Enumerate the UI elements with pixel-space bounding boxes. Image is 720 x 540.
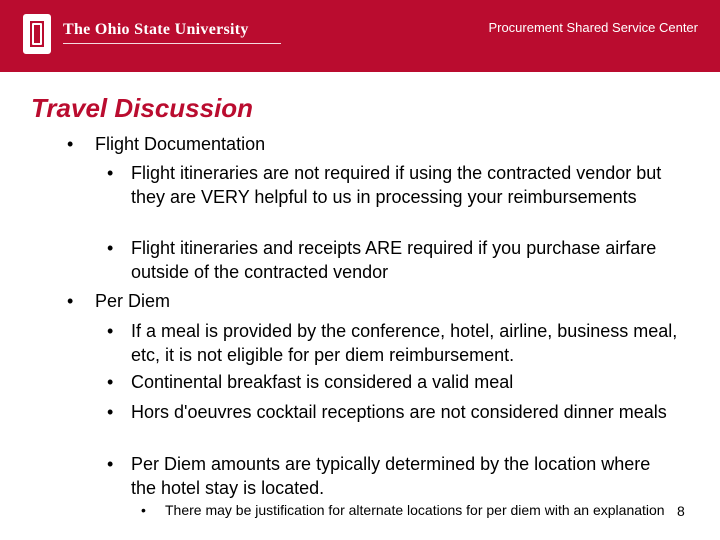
bullet-text: There may be justification for alternate locations for per diem with an explanation <box>165 502 665 518</box>
department-name: Procurement Shared Service Center <box>488 20 698 35</box>
bullet-text: Flight itineraries are not required if using the contracted vendor but they are VERY helpful to us in processing your reimbursements <box>131 163 662 207</box>
bullet-text: Flight Documentation <box>95 134 266 154</box>
bullet-icon: • <box>67 291 74 311</box>
slide-title: Travel Discussion <box>31 93 254 123</box>
header-bar <box>0 0 720 72</box>
block-o-logo-icon <box>23 14 51 54</box>
bullet-text: Per Diem <box>95 291 171 311</box>
bullet-icon: • <box>107 402 114 422</box>
bullet-text: Hors d'oeuvres cocktail receptions are not considered dinner meals <box>131 402 667 422</box>
wordmark-underline <box>63 43 281 44</box>
university-wordmark: The Ohio State University <box>63 21 249 38</box>
bullet-text: Per Diem amounts are typically determined by the location where the hotel stay is located. <box>131 454 651 498</box>
bullet-text: If a meal is provided by the conference, hotel, airline, business meal, etc, it is not eligible for per diem reimbursement. <box>131 321 678 365</box>
bullet-icon: • <box>107 163 114 183</box>
bullet-icon: • <box>107 238 114 258</box>
bullet-icon: • <box>107 321 114 341</box>
bullet-text: Flight itineraries and receipts ARE required if you purchase airfare outside of the contracted vendor <box>131 238 657 282</box>
bullet-icon: • <box>67 134 74 154</box>
bullet-icon: • <box>107 372 114 392</box>
bullet-text: Continental breakfast is considered a valid meal <box>131 372 514 392</box>
bullet-icon: • <box>141 502 146 518</box>
bullet-icon: • <box>107 454 114 474</box>
page-number: 8 <box>677 503 685 519</box>
